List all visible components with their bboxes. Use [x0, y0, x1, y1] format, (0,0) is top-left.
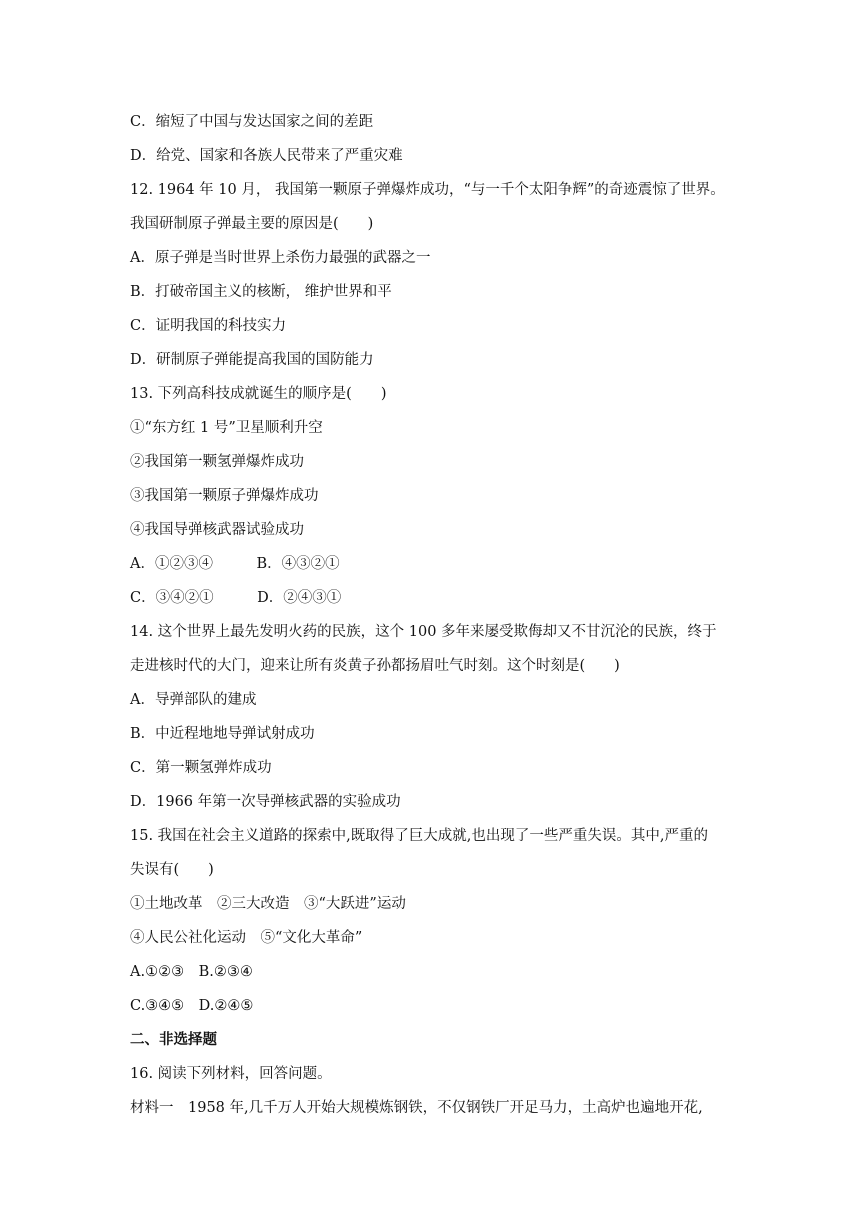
question-15-stem-line-1: 15. 我国在社会主义道路的探索中,既取得了巨大成就,也出现了一些严重失误。其中,严重的	[130, 828, 708, 844]
question-12-stem-line-2: 我国研制原子弹最主要的原因是( )	[130, 216, 374, 232]
question-14-stem-line-1: 14. 这个世界上最先发明火药的民族，这个 100 多年来屡受欺侮却又不甘沉沦的民族，终于	[130, 624, 717, 640]
option-12c: C．证明我国的科技实力	[130, 318, 287, 334]
option-12d: D．研制原子弹能提高我国的国防能力	[130, 352, 374, 368]
section-heading: 二、非选择题	[130, 1032, 217, 1048]
option-14a: A．导弹部队的建成	[130, 692, 257, 708]
question-13-item-1: ①“东方红 1 号”卫星顺利升空	[130, 420, 323, 436]
question-13-stem: 13. 下列高科技成就诞生的顺序是( )	[130, 386, 387, 402]
question-15-items-1: ①土地改革 ②三大改造 ③“大跃进”运动	[130, 896, 406, 912]
question-16-stem: 16. 阅读下列材料，回答问题。	[130, 1066, 332, 1082]
option-14c: C．第一颗氢弹炸成功	[130, 760, 272, 776]
option-11c: C．缩短了中国与发达国家之间的差距	[130, 114, 374, 130]
question-14-stem-line-2: 走进核时代的大门，迎来让所有炎黄子孙都扬眉吐气时刻。这个时刻是( )	[130, 658, 620, 674]
option-15cd: C.③④⑤ D.②④⑤	[130, 998, 254, 1014]
question-15-stem-line-2: 失误有( )	[130, 862, 214, 878]
option-11d: D．给党、国家和各族人民带来了严重灾难	[130, 148, 403, 164]
option-12b: B．打破帝国主义的核断， 维护世界和平	[130, 284, 392, 300]
question-13-item-2: ②我国第一颗氢弹爆炸成功	[130, 454, 304, 470]
option-12a: A．原子弹是当时世界上杀伤力最强的武器之一	[130, 250, 431, 266]
question-13-item-3: ③我国第一颗原子弹爆炸成功	[130, 488, 319, 504]
option-15ab: A.①②③ B.②③④	[130, 964, 253, 980]
question-12-stem-line-1: 12. 1964 年 10 月， 我国第一颗原子弹爆炸成功，“与一千个太阳争辉”的奇迹震惊了世界。	[130, 182, 725, 198]
option-13ab: A．①②③④ B．④③②①	[130, 556, 340, 572]
question-13-item-4: ④我国导弹核武器试验成功	[130, 522, 304, 538]
option-14b: B．中近程地地导弹试射成功	[130, 726, 315, 742]
option-14d: D．1966 年第一次导弹核武器的实验成功	[130, 794, 401, 810]
question-16-material-1: 材料一 1958 年,几千万人开始大规模炼钢铁，不仅钢铁厂开足马力，土高炉也遍地开花,	[130, 1100, 703, 1116]
question-15-items-2: ④人民公社化运动 ⑤“文化大革命”	[130, 930, 363, 946]
option-13cd: C．③④②① D．②④③①	[130, 590, 342, 606]
